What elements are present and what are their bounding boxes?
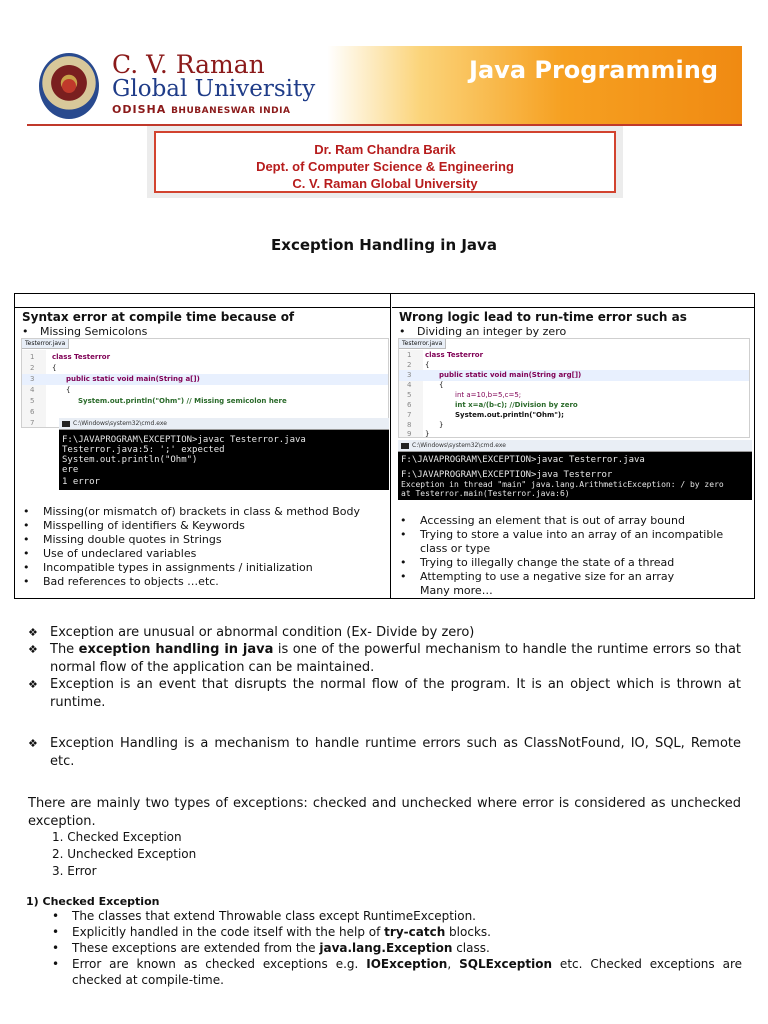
point-1: ❖ Exception are unusual or abnormal condition (Ex- Divide by zero) xyxy=(28,625,475,640)
compile-time-column xyxy=(15,294,391,598)
run-time-column xyxy=(392,294,754,598)
code-line: 4 { xyxy=(30,386,71,394)
point-2: ❖ The exception handling in java is one of the powerful mechanism to handle the runtime errors so that normal flow of the application can be maintained. xyxy=(28,642,742,675)
console-line: F:\JAVAPROGRAM\EXCEPTION>javac Testerror.java xyxy=(62,435,306,445)
university-name-line2: Global University xyxy=(112,76,316,102)
university-name-line1: C. V. Raman xyxy=(112,50,265,79)
location-state: ODISHA xyxy=(112,103,167,116)
list-item: • Use of undeclared variables xyxy=(19,547,389,561)
list-item: • Attempting to use a negative size for an array xyxy=(396,570,752,584)
console-line: Testerror.java:5: ';' expected xyxy=(62,445,225,455)
error-comparison-table xyxy=(14,293,755,599)
console-line: at Testerror.main(Testerror.java:6) xyxy=(401,489,570,498)
console-window-syntax xyxy=(59,418,389,490)
code-line: 9 } xyxy=(407,430,430,438)
console-line: System.out.println("Ohm") xyxy=(62,455,198,465)
run-time-heading: Wrong logic lead to run-time error such as xyxy=(399,310,687,324)
list-item: • The classes that extend Throwable class except RuntimeException. xyxy=(52,908,742,924)
list-item: • Incompatible types in assignments / initialization xyxy=(19,561,389,575)
list-item: • Missing double quotes in Strings xyxy=(19,533,389,547)
compile-error-list xyxy=(19,505,389,589)
page-title: Exception Handling in Java xyxy=(271,236,497,254)
code-line: 3 public static void main(String a[]) xyxy=(22,374,388,385)
runtime-error-list xyxy=(396,514,752,598)
list-item: • Error are known as checked exceptions e.g. IOException, SQLException etc. Checked exceptions are checked at compile-time. xyxy=(52,956,742,988)
ide-editor-runtime xyxy=(398,338,750,438)
compile-time-heading: Syntax error at compile time because of xyxy=(22,310,295,324)
list-item: 3. Error xyxy=(52,864,97,878)
code-line: 1 class Testerror xyxy=(30,353,111,361)
author-dept: Dept. of Computer Science & Engineering xyxy=(256,159,514,174)
list-item: • Missing(or mismatch of) brackets in class & method Body xyxy=(19,505,389,519)
console-titlebar: C:\Windows\system32\cmd.exe xyxy=(398,440,752,452)
list-item: • Explicitly handled in the code itself with the help of try-catch blocks. xyxy=(52,924,742,940)
course-title: Java Programming xyxy=(469,56,718,84)
diamond-bullet-icon: ❖ xyxy=(28,737,38,750)
checked-exception-heading: 1) Checked Exception xyxy=(26,895,160,908)
ide-editor-syntax xyxy=(21,338,389,428)
console-line: F:\JAVAPROGRAM\EXCEPTION>java Testerror xyxy=(401,470,613,480)
author-box xyxy=(154,131,616,193)
university-location xyxy=(112,103,290,116)
code-line: 4 { xyxy=(407,381,444,389)
code-line: 7 System.out.println("Ohm"); xyxy=(407,411,564,419)
author-box-shadow xyxy=(147,126,623,198)
list-item: 1. Checked Exception xyxy=(52,830,182,844)
code-line: 2 { xyxy=(407,361,430,369)
compile-time-sub-bullet: • Missing Semicolons xyxy=(22,325,148,338)
author-institution: C. V. Raman Global University xyxy=(292,176,478,191)
diamond-bullet-icon: ❖ xyxy=(28,678,38,691)
location-city: BHUBANESWAR INDIA xyxy=(171,106,291,116)
cmd-icon xyxy=(62,421,70,427)
cmd-icon xyxy=(401,443,409,449)
console-line: F:\JAVAPROGRAM\EXCEPTION>javac Testerror.java xyxy=(401,455,645,465)
list-item: • Trying to illegally change the state of a thread xyxy=(396,556,752,570)
diamond-bullet-icon: ❖ xyxy=(28,643,38,656)
code-line: 5 int a=10,b=5,c=5; xyxy=(407,391,522,399)
editor-tab: Testerror.java xyxy=(399,339,446,349)
header-banner xyxy=(27,46,742,126)
list-item: • These exceptions are extended from the java.lang.Exception class. xyxy=(52,940,742,956)
university-seal-logo xyxy=(39,53,99,119)
author-name: Dr. Ram Chandra Barik xyxy=(314,142,456,157)
code-line: 6 xyxy=(30,408,35,416)
console-window-runtime xyxy=(398,440,752,500)
code-line: 1 class Testerror xyxy=(407,351,484,359)
diamond-bullet-icon: ❖ xyxy=(28,626,38,639)
point-3: ❖ Exception is an event that disrupts the normal flow of the program. It is an object which is thrown at runtime. xyxy=(28,677,741,710)
code-line: 7 xyxy=(30,419,35,427)
console-line: 1 error xyxy=(62,477,100,487)
run-time-sub-bullet: • Dividing an integer by zero xyxy=(399,325,567,338)
code-line: 2 { xyxy=(30,364,57,372)
list-item: • Bad references to objects …etc. xyxy=(19,575,389,589)
code-line: 3 public static void main(String arg[]) xyxy=(399,370,749,381)
editor-tab: Testerror.java xyxy=(22,339,69,349)
list-item: • Misspelling of identifiers & Keywords xyxy=(19,519,389,533)
point-4: ❖ Exception Handling is a mechanism to handle runtime errors such as ClassNotFound, IO, SQL, Remote etc. xyxy=(28,736,741,769)
table-header-cell xyxy=(392,294,754,308)
types-paragraph: There are mainly two types of exceptions: checked and unchecked where error is considered as unchecked exception. xyxy=(28,796,741,829)
list-item-more: Many more… xyxy=(420,584,493,597)
list-item: 2. Unchecked Exception xyxy=(52,847,197,861)
table-header-cell xyxy=(15,294,390,308)
code-line: 8 } xyxy=(407,421,444,429)
checked-exception-list xyxy=(52,908,742,988)
exception-types-list xyxy=(52,829,196,880)
console-line: ere xyxy=(62,465,79,475)
code-line: 6 int x=a/(b-c); //Division by zero xyxy=(407,401,578,409)
console-titlebar: C:\Windows\system32\cmd.exe xyxy=(59,418,389,430)
console-line: Exception in thread "main" java.lang.ArithmeticException: / by zero xyxy=(401,480,724,489)
list-item: • Accessing an element that is out of array bound xyxy=(396,514,752,528)
code-line: 5 System.out.println("Ohm") // Missing semicolon here xyxy=(30,397,287,405)
list-item: • Trying to store a value into an array of an incompatible class or type xyxy=(396,528,752,556)
